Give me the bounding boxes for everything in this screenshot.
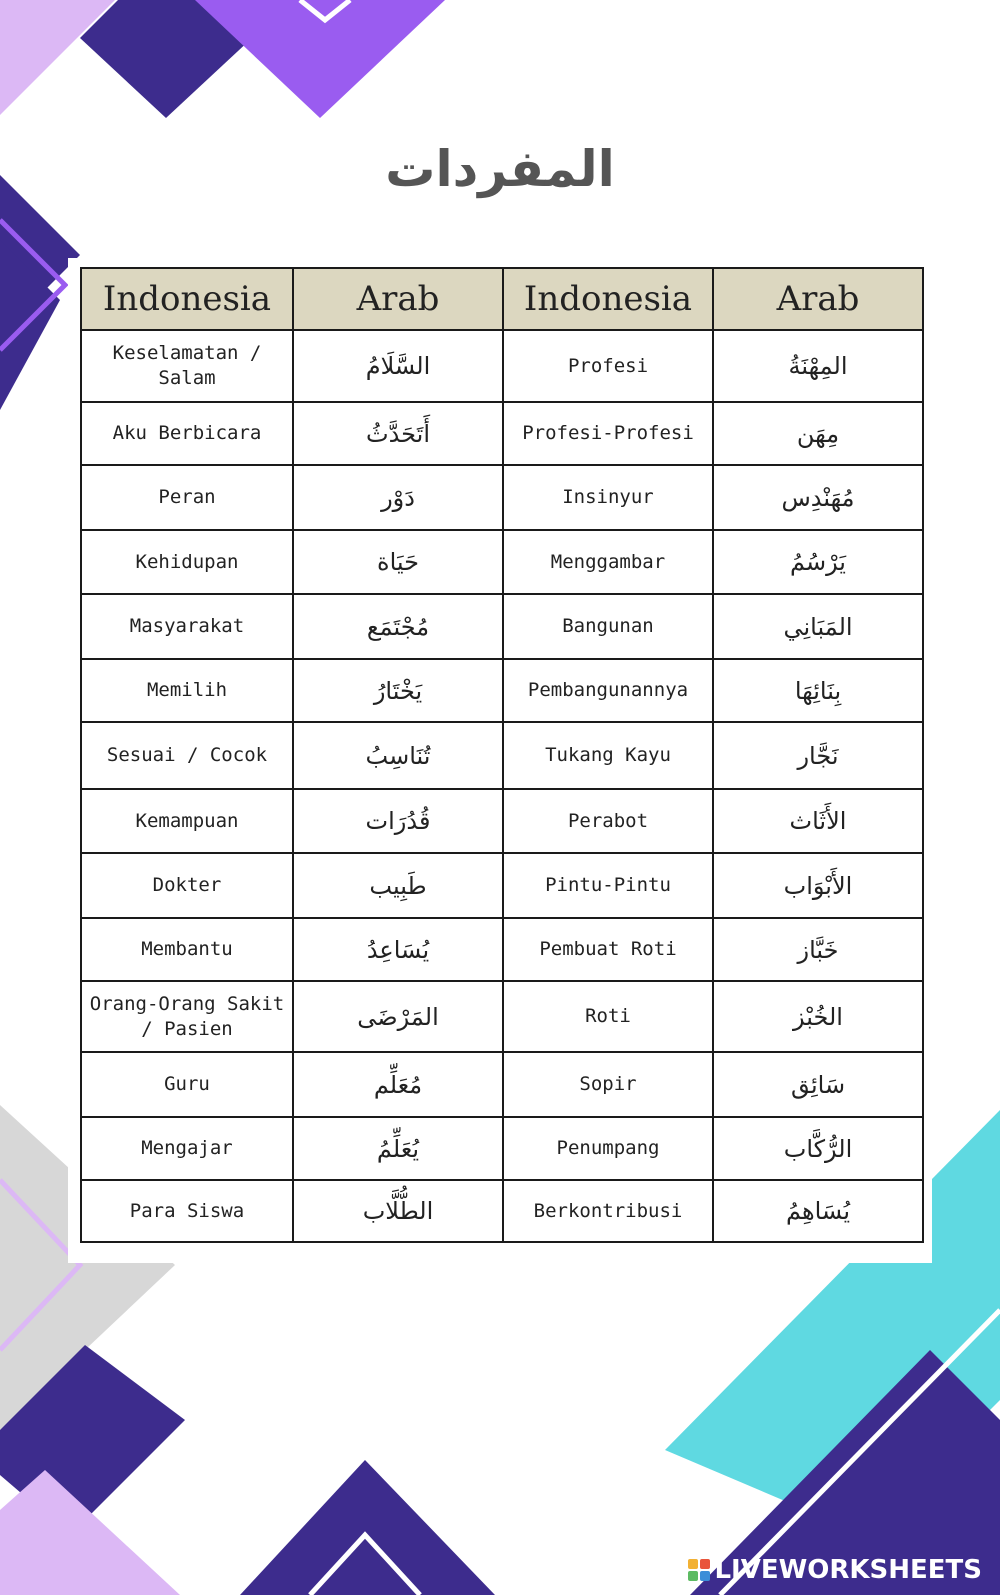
liveworksheets-logo-icon (688, 1559, 710, 1581)
cell-arab: تُنَاسِبُ (293, 722, 503, 789)
cell-indonesia: Perabot (503, 789, 713, 853)
page-title: المفردات (385, 140, 615, 198)
table-row (81, 330, 923, 402)
cell-indonesia: Profesi-Profesi (503, 402, 713, 465)
cell-indonesia: Sesuai / Cocok (81, 722, 293, 789)
cell-indonesia: Menggambar (503, 530, 713, 594)
cell-arab: المِهْنَةُ (713, 330, 923, 402)
cell-indonesia: Sopir (503, 1052, 713, 1117)
cell-arab: يُسَاعِدُ (293, 918, 503, 981)
cell-arab: دَوْر (293, 465, 503, 530)
cell-arab: الطُّلَّاب (293, 1180, 503, 1242)
cell-arab: مِهَن (713, 402, 923, 465)
header-indonesia-1: Indonesia (81, 268, 293, 330)
cell-arab: مُعَلِّم (293, 1052, 503, 1117)
cell-indonesia: Tukang Kayu (503, 722, 713, 789)
table-row (81, 853, 923, 918)
deco-dark-bottom-center (240, 1460, 495, 1595)
header-arab-2: Arab (713, 268, 923, 330)
table-row (81, 659, 923, 722)
cell-indonesia: Penumpang (503, 1117, 713, 1180)
table-row (81, 1180, 923, 1242)
cell-arab: خَبَّاز (713, 918, 923, 981)
cell-arab: مُهَنْدِس (713, 465, 923, 530)
logo-square-4 (700, 1571, 710, 1581)
table-row (81, 722, 923, 789)
cell-arab: المَرْضَى (293, 981, 503, 1052)
logo-square-2 (700, 1559, 710, 1569)
cell-indonesia: Bangunan (503, 594, 713, 659)
logo-square-3 (688, 1571, 698, 1581)
cell-indonesia: Pintu-Pintu (503, 853, 713, 918)
cell-arab: الرُّكَّاب (713, 1117, 923, 1180)
cell-arab: الخُبْز (713, 981, 923, 1052)
cell-indonesia: Peran (81, 465, 293, 530)
cell-arab: طَبِيب (293, 853, 503, 918)
cell-indonesia: Insinyur (503, 465, 713, 530)
table-row (81, 789, 923, 853)
cell-indonesia: Membantu (81, 918, 293, 981)
deco-lavender-top-left (0, 0, 115, 115)
cell-indonesia: Dokter (81, 853, 293, 918)
table-header-row (81, 268, 923, 330)
cell-arab: بِنَائِهَا (713, 659, 923, 722)
vocabulary-table (80, 267, 924, 1243)
logo-square-1 (688, 1559, 698, 1569)
cell-arab: يَخْتَارُ (293, 659, 503, 722)
cell-indonesia: Keselamatan / Salam (81, 330, 293, 402)
cell-indonesia: Memilih (81, 659, 293, 722)
table-row (81, 1117, 923, 1180)
cell-arab: يُسَاهِمُ (713, 1180, 923, 1242)
table-row (81, 981, 923, 1052)
cell-indonesia: Roti (503, 981, 713, 1052)
cell-indonesia: Pembangunannya (503, 659, 713, 722)
cell-indonesia: Aku Berbicara (81, 402, 293, 465)
table-row (81, 918, 923, 981)
cell-indonesia: Guru (81, 1052, 293, 1117)
cell-arab: حَيَاة (293, 530, 503, 594)
header-arab-1: Arab (293, 268, 503, 330)
cell-arab: السَّلَامُ (293, 330, 503, 402)
cell-arab: يُعَلِّمُ (293, 1117, 503, 1180)
table-row (81, 402, 923, 465)
cell-arab: الأَبْوَاب (713, 853, 923, 918)
cell-indonesia: Pembuat Roti (503, 918, 713, 981)
cell-arab: مُجْتَمَع (293, 594, 503, 659)
liveworksheets-brand[interactable] (688, 1555, 982, 1585)
header-indonesia-2: Indonesia (503, 268, 713, 330)
cell-arab: سَائِق (713, 1052, 923, 1117)
cell-indonesia: Profesi (503, 330, 713, 402)
cell-indonesia: Kehidupan (81, 530, 293, 594)
cell-arab: أَتَحَدَّثُ (293, 402, 503, 465)
table-row (81, 594, 923, 659)
cell-indonesia: Mengajar (81, 1117, 293, 1180)
cell-arab: نَجَّار (713, 722, 923, 789)
cell-arab: يَرْسُمُ (713, 530, 923, 594)
cell-arab: الأَثَاث (713, 789, 923, 853)
brand-name: LIVEWORKSHEETS (714, 1555, 982, 1585)
table-row (81, 465, 923, 530)
table-row (81, 530, 923, 594)
cell-indonesia: Berkontribusi (503, 1180, 713, 1242)
cell-indonesia: Kemampuan (81, 789, 293, 853)
cell-indonesia: Orang-Orang Sakit / Pasien (81, 981, 293, 1052)
cell-arab: قُدُرَات (293, 789, 503, 853)
cell-indonesia: Para Siswa (81, 1180, 293, 1242)
cell-indonesia: Masyarakat (81, 594, 293, 659)
table-row (81, 1052, 923, 1117)
cell-arab: المَبَانِي (713, 594, 923, 659)
